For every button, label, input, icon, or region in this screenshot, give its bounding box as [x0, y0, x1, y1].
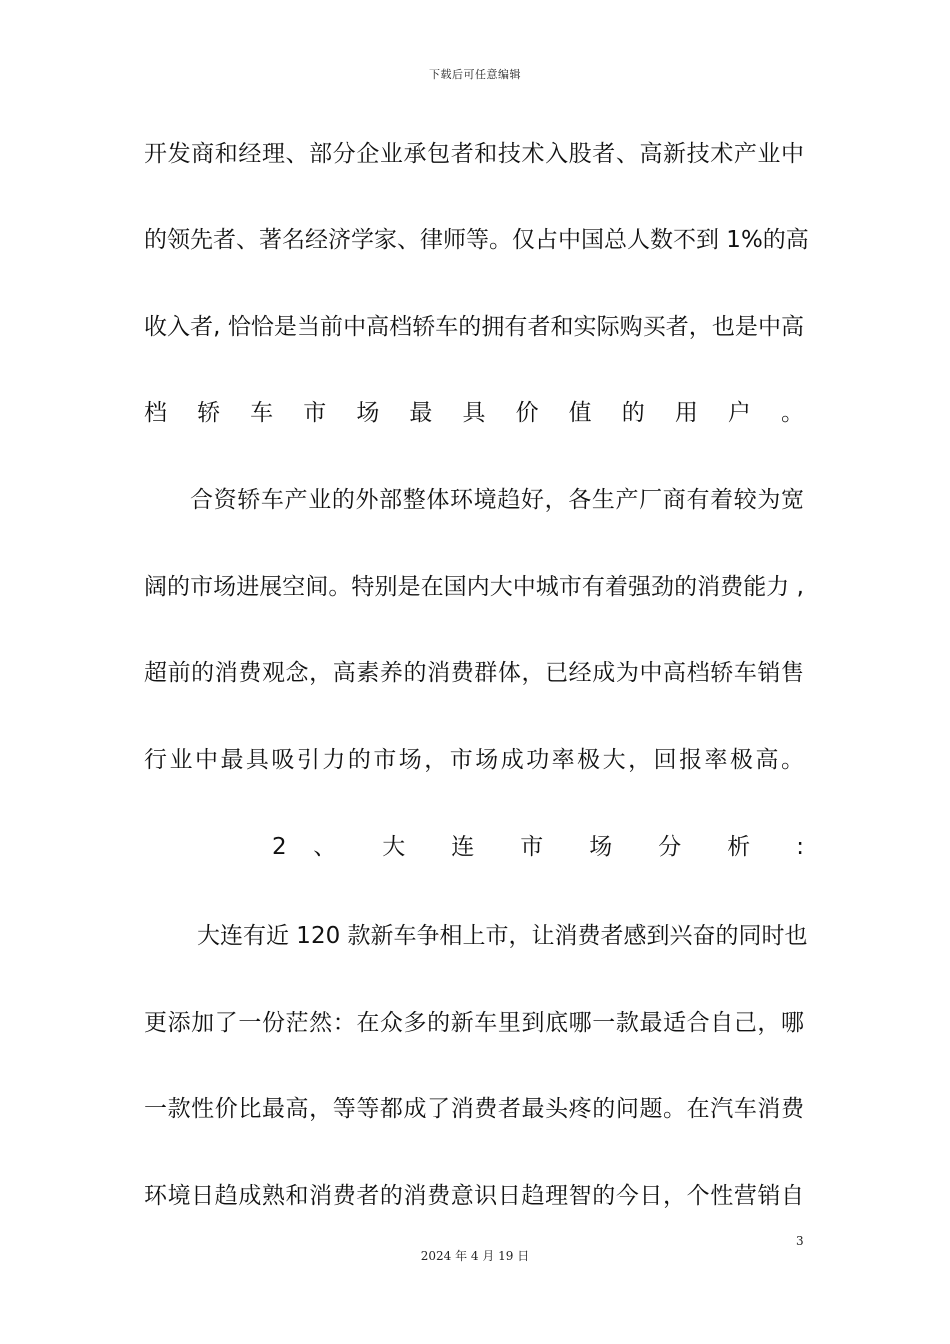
paragraph-line: 大连有近 120 款新车争相上市，让消费者感到兴奋的同时也 [197, 923, 808, 949]
page-header: 下载后可任意编辑 [429, 68, 521, 81]
paragraph-line: 开发商和经理、部分企业承包者和技术入股者、高新技术产业中 [144, 141, 804, 167]
paragraph-line: 环境日趋成熟和消费者的消费意识日趋理智的今日，个性营销自 [144, 1183, 804, 1209]
paragraph-line: 合资轿车产业的外部整体环境趋好，各生产厂商有着较为宽 [190, 487, 804, 513]
paragraph-line: 档 轿 车 市 场 最 具 价 值 的 用 户 。 [144, 400, 804, 426]
paragraph-line: 阔的市场进展空间。特别是在国内大中城市有着强劲的消费能力 , [144, 574, 804, 600]
section-heading: 2 、 大 连 市 场 分 析 : [272, 834, 804, 860]
page-number: 3 [796, 1234, 804, 1248]
paragraph-line: 一款性价比最高，等等都成了消费者最头疼的问题。在汽车消费 [144, 1096, 804, 1122]
paragraph-line: 行业中最具吸引力的市场，市场成功率极大，回报率极高。 [144, 747, 804, 773]
paragraph-line: 收入者, 恰恰是当前中高档轿车的拥有者和实际购买者，也是中高 [144, 314, 804, 340]
footer-date: 2024 年 4 月 19 日 [420, 1249, 530, 1263]
paragraph-line: 的领先者、著名经济学家、律师等。仅占中国总人数不到 1%的高 [144, 227, 809, 253]
paragraph-line: 超前的消费观念，高素养的消费群体，已经成为中高档轿车销售 [144, 660, 804, 686]
paragraph-line: 更添加了一份茫然：在众多的新车里到底哪一款最适合自己，哪 [144, 1010, 804, 1036]
